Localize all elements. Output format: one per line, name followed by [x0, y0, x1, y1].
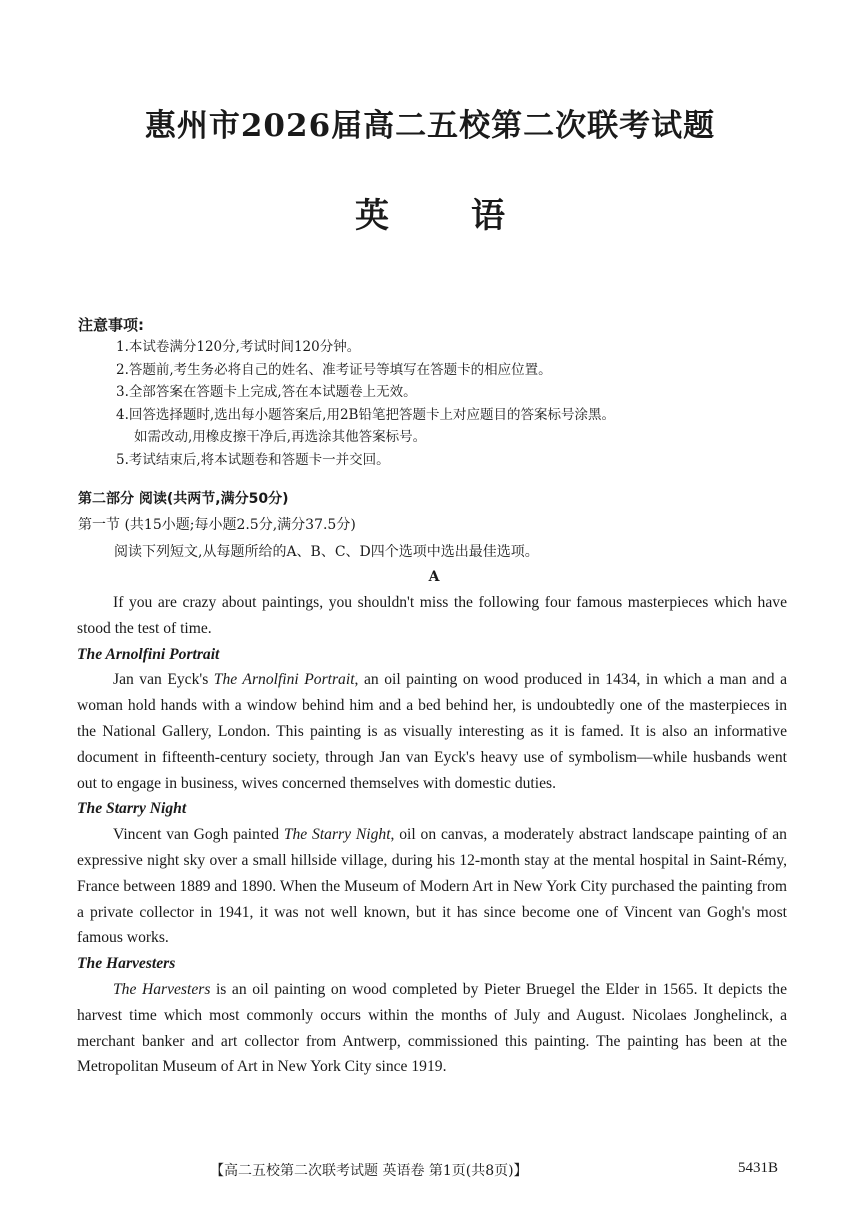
exam-title: 惠州市2026届高二五校第二次联考试题 [144, 108, 716, 144]
notice-item: 3.全部答案在答题卡上完成,答在本试题卷上无效。 [116, 384, 417, 400]
painting-paragraph: Jan van Eyck's The Arnolfini Portrait, an oil painting on wood produced in 1434, in which a man and a woman hold hands with a window behind him and a bed behind her, is undoubtedly one of the masterpieces in the National Gallery, London. This painting is as visually interesting as it is famed. It is also an informative document in fifteenth-century society, through Jan van Eyck's heavy use of symbolism—while husbands went out to engage in business, wives concerned themselves with domestic duties. [77, 671, 787, 792]
subject-char-right: 语 [471, 196, 505, 236]
paper-code: 5431B [738, 1160, 779, 1176]
notice-block [78, 314, 798, 471]
notice-item: 5.考试结束后,将本试题卷和答题卡一并交回。 [116, 451, 390, 468]
subject-char-left: 英 [355, 196, 389, 236]
passage-label: A [428, 569, 440, 585]
painting-paragraph: The Harvesters is an oil painting on wood completed by Pieter Bruegel the Elder in 1565. It depicts the harvest time which most commonly occurs within the months of July and August. Nicolaes Jonghelinck, a merchant banker and art collector from Antwerp, commissioned this painting. The painting has been at the Metropolitan Museum of Art in New York City since 1919. [77, 980, 788, 1076]
painting-heading: The Starry Night [77, 800, 187, 818]
painting-paragraph: Vincent van Gogh painted The Starry Night, oil on canvas, a moderately abstract landscape painting of an expressive night sky over a small hillside village, during his 12-month stay at the mental hospital in Saint-Rémy, France between 1889 and 1890. When the Museum of Modern Art in New York City purchased the painting from a private collector in 1941, it was not well known, but it has since become one of Vincent van Gogh's most famous works. [77, 826, 787, 947]
notice-item-continuation: 如需改动,用橡皮擦干净后,再选涂其他答案标号。 [134, 429, 427, 445]
painting-heading: The Harvesters [77, 955, 176, 973]
notice-item: 4.回答选择题时,选出每小题答案后,用2B铅笔把答题卡上对应题目的答案标号涂黑。 [116, 406, 615, 423]
notice-item: 1.本试卷满分120分,考试时间120分钟。 [116, 339, 361, 355]
passage-intro: If you are crazy about paintings, you shouldn't miss the following four famous masterpieces which have stood the test of time. [77, 594, 787, 637]
notice-heading: 注意事项: [78, 316, 144, 334]
section-instruction: 阅读下列短文,从每题所给的A、B、C、D四个选项中选出最佳选项。 [114, 544, 539, 560]
subject-title [0, 188, 860, 237]
passage-body [77, 590, 787, 1080]
notice-item: 2.答题前,考生务必将自己的姓名、准考证号等填写在答题卡的相应位置。 [116, 361, 552, 378]
section-subpart-heading: 第一节 (共15小题;每小题2.5分,满分37.5分) [78, 517, 356, 533]
painting-heading: The Arnolfini Portrait [77, 645, 220, 663]
footer-text: 【高二五校第二次联考试题 英语卷 第1页(共8页)】 [210, 1163, 528, 1179]
section-part-heading: 第二部分 阅读(共两节,满分50分) [78, 491, 289, 507]
